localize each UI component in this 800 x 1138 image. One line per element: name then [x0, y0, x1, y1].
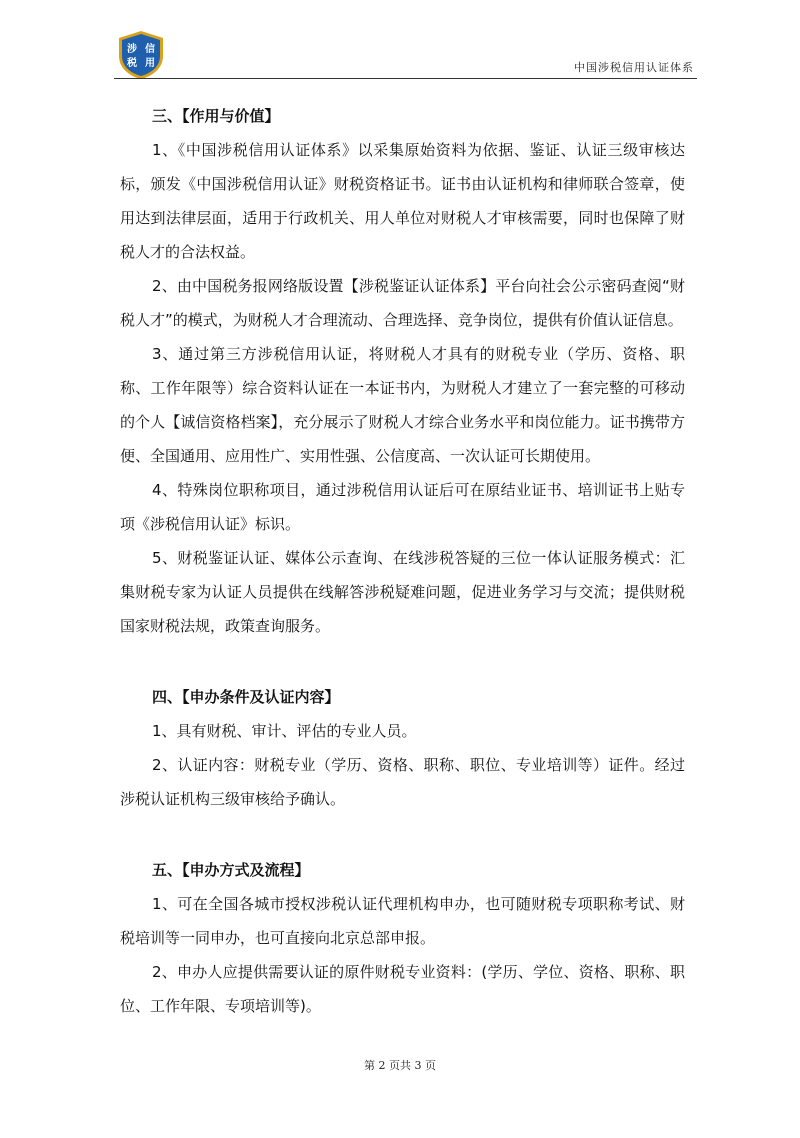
- svg-text:用: 用: [145, 58, 155, 69]
- paragraph: 4、特殊岗位职称项目，通过涉税信用认证后可在原结业证书、培训证书上贴专项《涉税信用认证》标识。: [120, 481, 685, 533]
- page-header: [0, 0, 800, 90]
- logo-shield-icon: [117, 30, 165, 80]
- paragraph: 3、通过第三方涉税信用认证，将财税人才具有的财税专业（学历、资格、职称、工作年限等）综合资料认证在一本证书内，为财税人才建立了一套完整的可移动的个人【诚信资格档案】，充分展示了财税人才综合业务水平和岗位能力。证书携带方便、全国通用、应用性广、实用性强、公信度高、一次认证可长期使用。: [120, 345, 685, 465]
- section-process: [120, 854, 685, 1023]
- svg-text:涉: 涉: [127, 44, 137, 55]
- paragraph: 2、由中国税务报网络版设置【涉税鉴证认证体系】平台向社会公示密码查阅“财税人才”的模式，为财税人才合理流动、合理选择、竞争岗位，提供有价值认证信息。: [120, 277, 685, 329]
- svg-text:税: 税: [127, 58, 137, 69]
- svg-text:信: 信: [145, 44, 155, 55]
- section-conditions: [120, 681, 685, 816]
- section-spacer: [120, 643, 685, 681]
- paragraph: 2、认证内容：财税专业（学历、资格、职称、职位、专业培训等）证件。经过涉税认证机构三级审核给予确认。: [120, 756, 685, 808]
- paragraph: 2、申办人应提供需要认证的原件财税专业资料：(学历、学位、资格、职称、职位、工作年限、专项培训等)。: [120, 963, 685, 1015]
- header-divider: [114, 78, 697, 79]
- section-heading: 四、【申办条件及认证内容】: [152, 688, 340, 706]
- header-title: 中国涉税信用认证体系: [574, 61, 694, 74]
- document-body: [120, 100, 685, 1023]
- paragraph: 1、可在全国各城市授权涉税认证代理机构申办，也可随财税专项职称考试、财税培训等一同申办，也可直接向北京总部申报。: [120, 895, 685, 947]
- page-number: 第 2 页共 3 页: [364, 1059, 436, 1072]
- section-spacer: [120, 816, 685, 854]
- paragraph: 1、具有财税、审计、评估的专业人员。: [152, 722, 417, 740]
- section-heading: 三、【作用与价值】: [152, 107, 280, 125]
- section-heading: 五、【申办方式及流程】: [152, 861, 310, 879]
- paragraph: 5、财税鉴证认证、媒体公示查询、在线涉税答疑的三位一体认证服务模式：汇集财税专家为认证人员提供在线解答涉税疑难问题，促进业务学习与交流；提供财税国家财税法规，政策查询服务。: [120, 549, 685, 635]
- section-role-value: [120, 100, 685, 643]
- paragraph: 1、《中国涉税信用认证体系》以采集原始资料为依据、鉴证、认证三级审核达标，颁发《中国涉税信用认证》财税资格证书。证书由认证机构和律师联合签章，使用达到法律层面，适用于行政机关、用人单位对财税人才审核需要，同时也保障了财税人才的合法权益。: [120, 141, 685, 261]
